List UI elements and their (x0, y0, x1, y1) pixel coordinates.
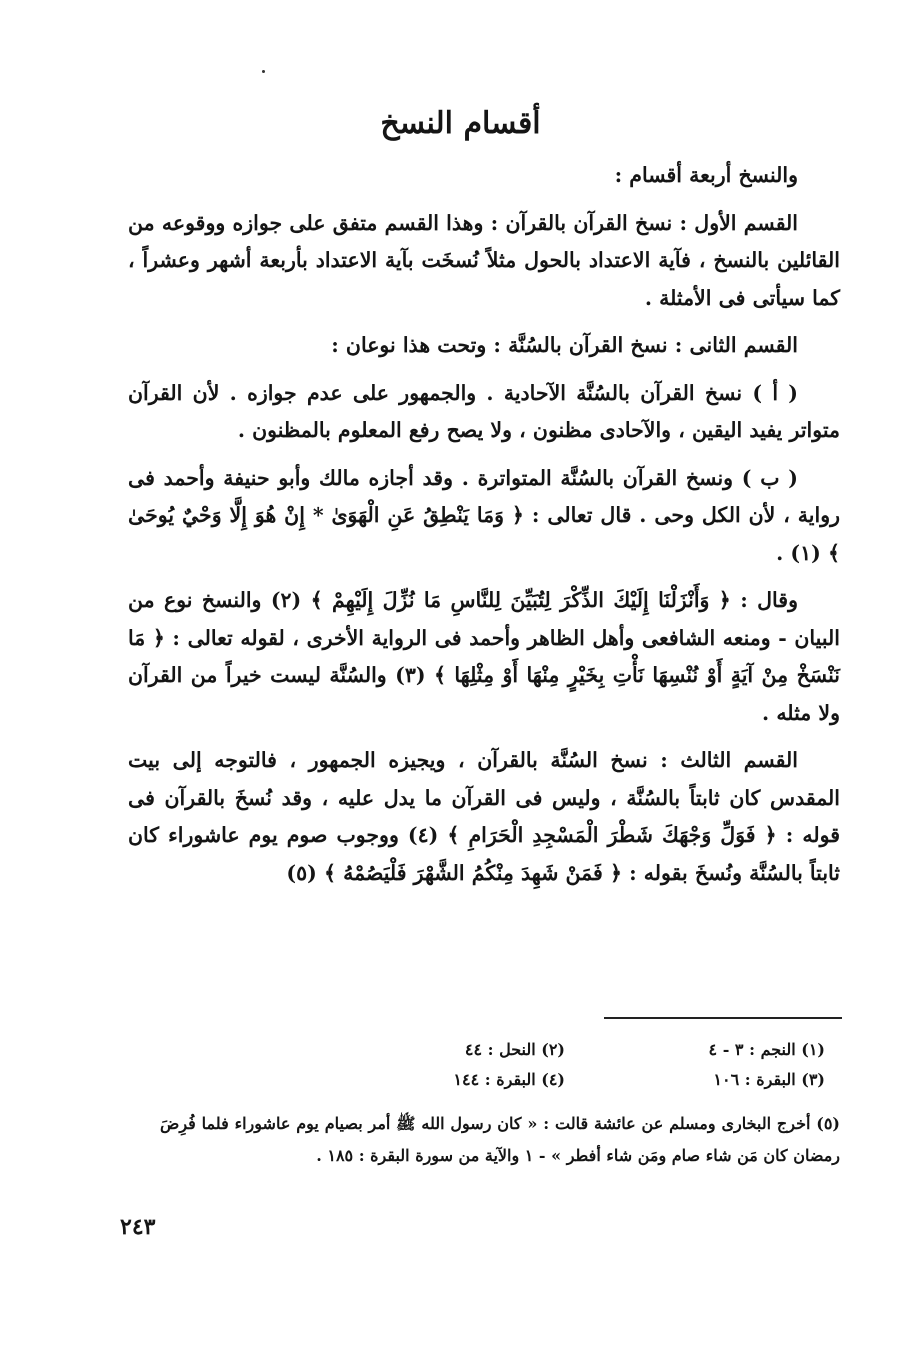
footnote-2: (٢) النحل : ٤٤ (464, 1040, 565, 1059)
paragraph-section-3: القسم الثالث : نسخ السُنَّة بالقرآن ، ويجيزه الجمهور ، فالتوجه إلى بيت المقدس كان ثابتاً بالسُنَّة ، وليس فى القرآن ما يدل عليه ، وقد نُسخَ بالقرآن فى قوله : ﴿ فَوَلِّ وَجْهَكَ شَطْرَ الْمَسْجِدِ الْحَرَامِ ﴾ (٤) ووجوب صوم يوم عاشوراء كان ثابتاً بالسُنَّة ونُسخَ بقوله : ﴿ فَمَنْ شَهِدَ مِنْكُمُ الشَّهْرَ فَلْيَصُمْهُ ﴾ (٥) (128, 748, 841, 885)
paragraph-section-2: القسم الثانى : نسخ القرآن بالسُنَّة : وتحت هذا نوعان : (331, 333, 798, 357)
page-title: أقسام النسخ (380, 106, 541, 141)
footnotes-grid (305, 1040, 825, 1089)
body-text (128, 157, 840, 902)
paragraph-section-2b: ( ب ) ونسخ القرآن بالسُنَّة المتواترة . وقد أجازه مالك وأبو حنيفة وأحمد فى رواية ، لأن الكل وحى . قال تعالى : ﴿ وَمَا يَنْطِقُ عَنِ الْهَوَىٰ * إِنْ هُوَ إِلَّا وَحْيٌ يُوحَىٰ ﴾ (١) . (128, 465, 840, 565)
footnote-4: (٤) البقرة : ١٤٤ (453, 1070, 565, 1089)
print-speck (262, 70, 265, 73)
paragraph-section-2b-cont: وقال : ﴿ وَأَنْزَلْنَا إِلَيْكَ الذِّكْرَ لِتُبَيِّنَ لِلنَّاسِ مَا نُزِّلَ إِلَيْهِمْ ﴾ (٢) والنسخ نوع من البيان - ومنعه الشافعى وأهل الظاهر وأحمد فى الرواية الأخرى ، لقوله تعالى : ﴿ مَا نَنْسَخْ مِنْ آيَةٍ أَوْ نُنْسِهَا نَأْتِ بِخَيْرٍ مِنْهَا أَوْ مِثْلِهَا ﴾ (٣) والسُنَّة ليست خيراً من القرآن ولا مثله . (128, 588, 840, 725)
footnote-3: (٣) البقرة : ١٠٦ (713, 1070, 825, 1089)
footnote-1: (١) النجم : ٣ - ٤ (708, 1040, 825, 1059)
footnote-5: (٥) أخرج البخارى ومسلم عن عائشة قالت : « كان رسول الله ﷺ أمر بصيام يوم عاشوراء فلما فُرِضَ رمضان كان مَن شاء صام ومَن شاء أفطر » - ١ والآية من سورة البقرة : ١٨٥ . (160, 1114, 840, 1165)
paragraph-intro: والنسخ أربعة أقسام : (614, 163, 798, 187)
footnote-5-block (160, 1108, 840, 1172)
footnote-divider (604, 1017, 842, 1019)
paragraph-section-2a: ( أ ) نسخ القرآن بالسُنَّة الآحادية . والجمهور على عدم جوازه . لأن القرآن متواتر يفيد اليقين ، والآحادى مظنون ، ولا يصح رفع المعلوم بالمظنون . (128, 380, 840, 442)
paragraph-section-1: القسم الأول : نسخ القرآن بالقرآن : وهذا القسم متفق على جوازه ووقوعه من القائلين بالنسخ ، فآية الاعتداد بالحول مثلاً نُسخَت بآية الاعتداد بأربعة أشهر وعشراً ، كما سيأتى فى الأمثلة . (128, 210, 840, 310)
page-number: ٢٤٣ (120, 1214, 156, 1240)
